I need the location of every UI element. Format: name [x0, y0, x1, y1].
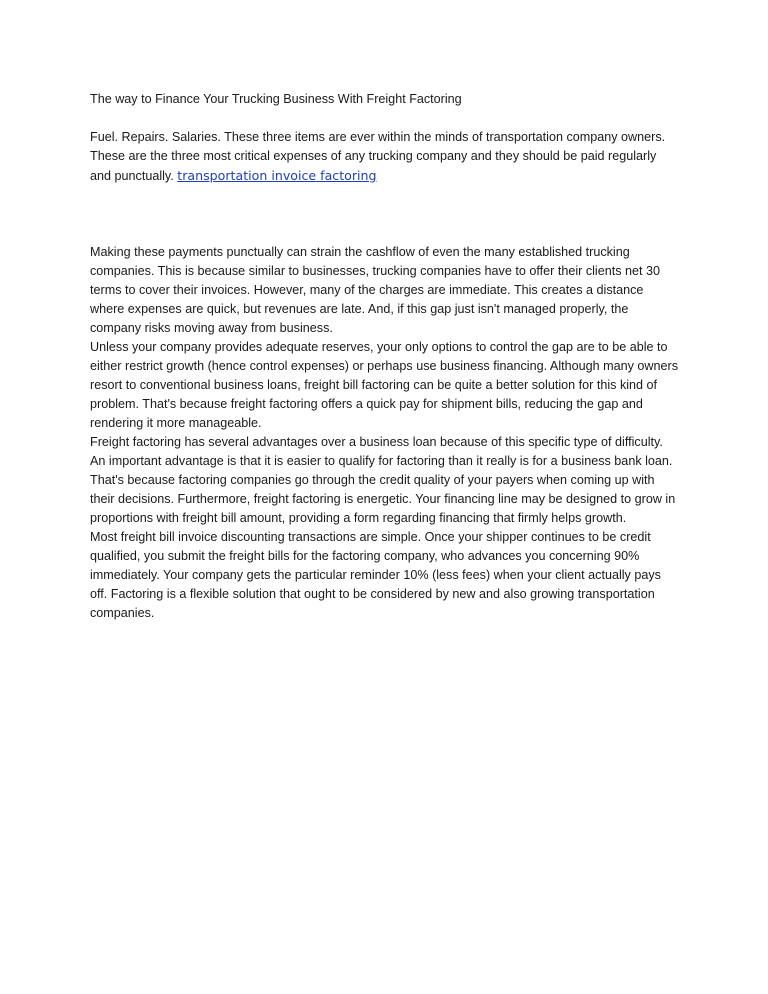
body-paragraph-1: Making these payments punctually can strain the cashflow of even the many established trucking companies. This is because similar to businesses, trucking companies have to offer their clients net 30 terms to cover their invoices. However, many of the charges are immediate. This creates a distance where expenses are quick, but revenues are late. And, if this gap just isn't managed properly, the company risks moving away from business.: [90, 245, 661, 335]
transportation-invoice-factoring-link[interactable]: transportation invoice factoring: [177, 168, 377, 183]
document-body: [90, 90, 680, 623]
intro-paragraph: [90, 128, 680, 186]
intro-text: Fuel. Repairs. Salaries. These three items are ever within the minds of transportation company owners. These are the three most critical expenses of any trucking company and they should be paid regularly and punctually.: [90, 130, 666, 183]
body-paragraph-4: Most freight bill invoice discounting transactions are simple. Once your shipper continues to be credit qualified, you submit the freight bills for the factoring company, who advances you concerning 90% immediately. Your company gets the particular reminder 10% (less fees) when your client actually pays off. Factoring is a flexible solution that ought to be considered by new and also growing transportation companies.: [90, 530, 661, 620]
body-paragraph-3: Freight factoring has several advantages over a business loan because of this specific type of difficulty. An important advantage is that it is easier to qualify for factoring than it really is for a business bank loan. That's because factoring companies go through the credit quality of your payers when coming up with their decisions. Furthermore, freight factoring is energetic. Your financing line may be designed to grow in proportions with freight bill amount, providing a form regarding financing that firmly helps growth.: [90, 435, 676, 525]
document-title: The way to Finance Your Trucking Business With Freight Factoring: [90, 92, 462, 106]
body-paragraph-2: Unless your company provides adequate reserves, your only options to control the gap are to be able to either restrict growth (hence control expenses) or perhaps use business financing. Although many owners resort to conventional business loans, freight bill factoring can be quite a better solution for this kind of problem. That's because freight factoring offers a quick pay for shipment bills, reducing the gap and rendering it more manageable.: [90, 340, 679, 430]
